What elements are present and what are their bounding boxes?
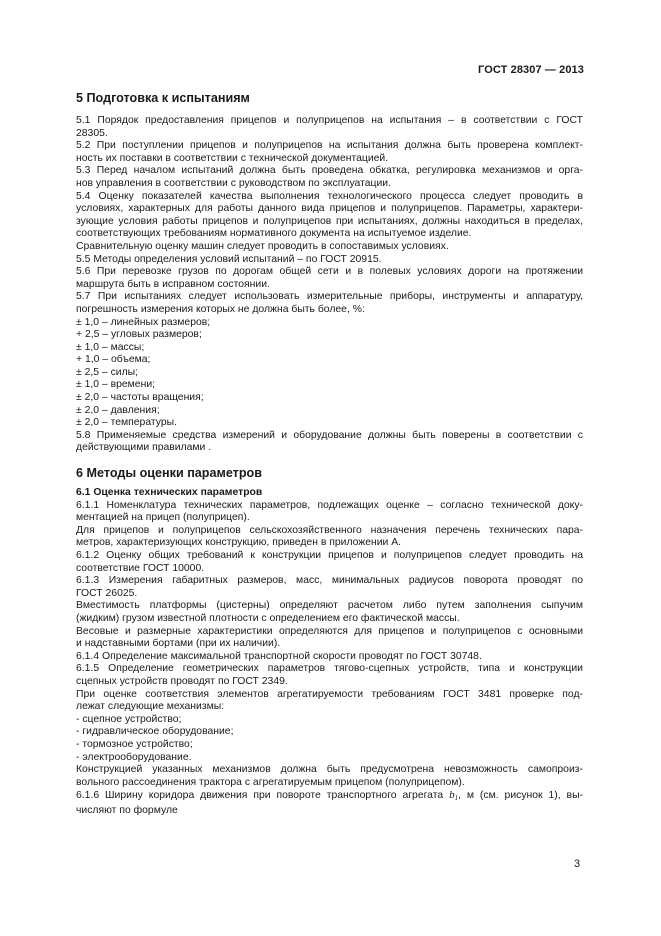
- para-capacity-l2: (жидким) грузом известной плотности с определением его фактической массы.: [76, 612, 460, 624]
- para-agri-l1: Для прицепов и полуприцепов сельскохозяйственного назначения перечень технических пара-: [76, 524, 583, 536]
- mechanism-list: [76, 714, 583, 764]
- list-item: ± 1,0 – линейных размеров;: [76, 316, 211, 328]
- para-design-l2: вольного рассоединения трактора с агрегатируемым прицепом (полуприцепом).: [76, 776, 465, 788]
- list-item: ± 1,0 – времени;: [76, 379, 156, 391]
- list-item: ± 2,5 – силы;: [76, 366, 139, 378]
- list-item: + 1,0 – объема;: [76, 354, 151, 366]
- para-6-1-4: 6.1.4 Определение максимальной транспортной скорости проводят по ГОСТ 30748.: [76, 650, 482, 662]
- para-6-1-3-l1: 6.1.3 Измерения габаритных размеров, масс, минимальных радиусов поворота проводят по: [76, 575, 583, 587]
- para-comparison: Сравнительную оценку машин следует проводить в сопоставимых условиях.: [76, 240, 449, 252]
- para-5-3: 5.3 Перед началом испытаний должна быть проведена обкатка, регулировка механизмов и орга-: [76, 165, 583, 177]
- para-6-1-3-l2: ГОСТ 26025.: [76, 587, 138, 599]
- list-item: ± 2,0 – температуры.: [76, 417, 177, 429]
- section-6-title: 6 Методы оценки параметров: [76, 466, 262, 481]
- para-5-7-l2: погрешность измерения которых не должна быть более, %:: [76, 303, 365, 315]
- para-agri-l2: метров, характеризующих конструкцию, приведен в приложении А.: [76, 537, 402, 549]
- para-5-4-l1: 5.4 Оценку показателей качества выполнения технологического процесса следует проводить в: [76, 190, 583, 202]
- para-6-1-5-l1: 6.1.5 Определение геометрических параметров тягово-сцепных устройств, типа и конструкции: [76, 663, 583, 675]
- para-5-6-l1: 5.6 При перевозке грузов по дорогам общей сети и в полевых условиях дороги на протяжении: [76, 266, 583, 278]
- list-item: ± 2,0 – давления;: [76, 404, 160, 416]
- para-6-1-2-l2: соответствие ГОСТ 10000.: [76, 562, 205, 574]
- para-5-8-l2: действующими правилами .: [76, 442, 212, 454]
- para-weights-l2: и надставными бортами (при их наличии).: [76, 638, 281, 650]
- para-5-2: 5.2 При поступлении прицепов и полуприцепов на испытания должна быть проверена комплект-: [76, 140, 583, 152]
- para-6-1-6-text: 6.1.6 Ширину коридора движения при повороте транспортного агрегата: [76, 790, 444, 802]
- page-number: 3: [574, 858, 581, 870]
- page-content: [76, 86, 583, 817]
- list-item: ± 1,0 – массы;: [76, 341, 145, 353]
- para-5-7-l1: 5.7 При испытаниях следует использовать измерительные приборы, инструменты и аппаратуру,: [76, 291, 583, 303]
- para-6-1-6-l1: [76, 789, 583, 805]
- list-item: ± 2,0 – частоты вращения;: [76, 392, 204, 404]
- list-item: - тормозное устройство;: [76, 738, 193, 750]
- section-5-title: 5 Подготовка к испытаниям: [76, 91, 250, 105]
- tolerance-list: [76, 317, 583, 430]
- variable-subscript: 1: [454, 794, 459, 803]
- para-5-3-cont: нов управления в соответствии с руководством по эксплуатации.: [76, 177, 391, 189]
- para-compat-l2: лежат следующие механизмы:: [76, 701, 225, 713]
- list-item: - гидравлическое оборудование;: [76, 726, 234, 738]
- para-5-6-l2: маршрута быть в исправном состоянии.: [76, 278, 270, 290]
- para-weights-l1: Весовые и размерные характеристики определяются для прицепов и полуприцепов с основными: [76, 625, 583, 637]
- para-5-1: [76, 115, 583, 128]
- para-5-8-l1: 5.8 Применяемые средства измерений и оборудование должны быть поверены в соответствии с: [76, 429, 583, 441]
- para-5-1-l1: 5.1 Порядок предоставления прицепов и полуприцепов на испытания – в соответствии с ГОСТ: [76, 115, 583, 126]
- para-5-1-cont: 28305.: [76, 127, 108, 139]
- variable-b1: [449, 789, 458, 801]
- para-5-2-cont: ность их поставки в соответствии с технической документацией.: [76, 152, 389, 164]
- list-item: - электрооборудование.: [76, 751, 192, 763]
- para-6-1-6-text-end: , м (см. рисунок 1), вы-: [458, 790, 583, 802]
- para-5-4-l4: соответствующих требованиям нормативного документа на испытуемое изделие.: [76, 228, 472, 240]
- para-6-1-6-l2: числяют по формуле: [76, 804, 178, 816]
- para-6-1-1-l2: ментацией на прицеп (полуприцеп).: [76, 512, 250, 524]
- para-5-5: 5.5 Методы определения условий испытаний – по ГОСТ 20915.: [76, 253, 382, 265]
- subsection-6-1-title: 6.1 Оценка технических параметров: [76, 487, 263, 499]
- list-item: + 2,5 – угловых размеров;: [76, 329, 202, 341]
- para-compat-l1: При оценке соответствия элементов агрегатируемости требованиям ГОСТ 3481 проверке под-: [76, 688, 583, 700]
- para-6-1-5-l2: сцепных устройств проводят по ГОСТ 2349.: [76, 675, 288, 687]
- para-design-l1: Конструкцией указанных механизмов должна быть предусмотрена невозможность самопроиз-: [76, 764, 583, 776]
- standard-code-header: ГОСТ 28307 — 2013: [478, 64, 584, 76]
- para-6-1-2-l1: 6.1.2 Оценку общих требований к конструкции прицепов и полуприцепов следует проводить на: [76, 550, 583, 561]
- para-6-1-1-l1: 6.1.1 Номенклатура технических параметров, подлежащих оценке – согласно технической доку-: [76, 499, 583, 511]
- list-item: - сцепное устройство;: [76, 713, 182, 725]
- variable-b: b: [449, 789, 455, 802]
- para-capacity-l1: Вместимость платформы (цистерны) определяют расчетом либо путем заполнения сыпучим: [76, 600, 583, 612]
- para-5-4-l3: зующие условия работы прицепов и полуприцепов при испытаниях, должны находиться в пределах,: [76, 215, 583, 227]
- para-5-4-l2: условиях, характерных для работы данного вида прицепов и полуприцепов. Параметры, характери-: [76, 203, 583, 215]
